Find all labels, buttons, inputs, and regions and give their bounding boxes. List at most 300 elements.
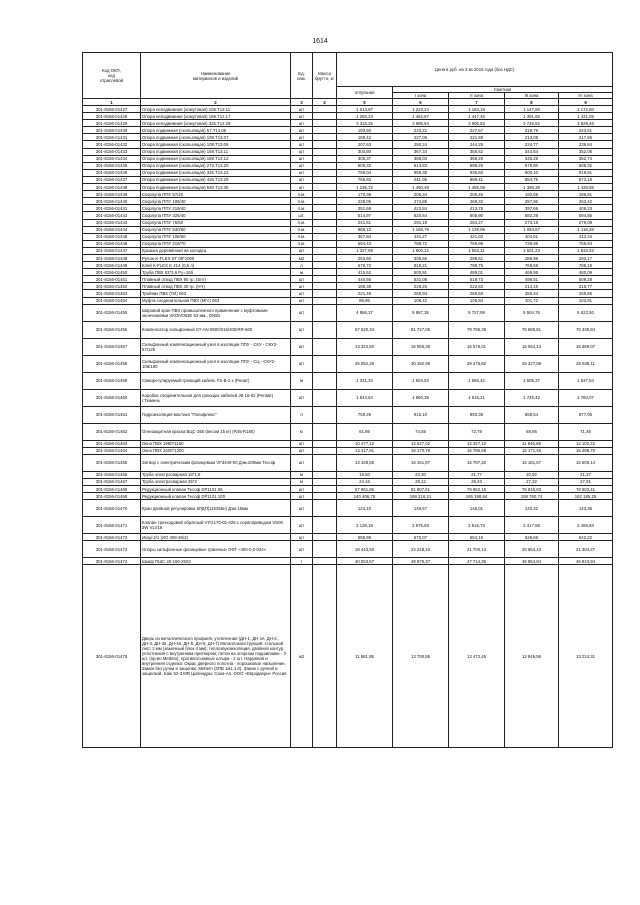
row-mass — [313, 565, 337, 748]
row-price: 47 714,36 — [449, 558, 505, 565]
row-price: 239,84 — [559, 141, 613, 148]
row-price: 1 501,23 — [505, 247, 559, 254]
row-price: 234,77 — [505, 141, 559, 148]
row-price: 28,43 — [449, 478, 505, 485]
row-price: 5 867,36 — [393, 304, 449, 321]
row-price: 4 866,37 — [337, 304, 393, 321]
row-price: 1 118,28 — [559, 226, 613, 233]
row-price: 819,21 — [393, 262, 449, 269]
row-code: 301-8156-01457 — [83, 338, 141, 355]
row-price: 27,91 — [559, 478, 613, 485]
row-price: 266,94 — [393, 290, 449, 297]
header-zone4: IV зона — [559, 93, 613, 99]
row-price: 575,90 — [505, 162, 559, 169]
row-price: 352,05 — [559, 148, 613, 155]
row-name: Клапан трехходовой обратный VYG170-01-025 с сервоприводом VS00 3W VLV16 — [141, 517, 291, 534]
row-code: 301-8156-01437 — [83, 176, 141, 183]
row-mass — [313, 134, 337, 141]
row-unit: шт — [291, 493, 313, 500]
row-name: Труба электросварная 18*1,8 — [141, 471, 291, 478]
row-code: 301-8156-01450 — [83, 269, 141, 276]
row-price: 140,32 — [505, 500, 559, 517]
row-price: 1 184,19 — [449, 106, 505, 113]
row-mass — [313, 127, 337, 134]
row-mass — [313, 205, 337, 212]
row-price: 5 727,99 — [449, 304, 505, 321]
row-price: 13 428,55 — [337, 454, 393, 471]
header-release: отпускная — [337, 87, 393, 99]
row-code: 301-8156-01456 — [83, 321, 141, 338]
row-price: 165 198,84 — [449, 493, 505, 500]
row-unit: шт — [291, 155, 313, 162]
row-price: 518,73 — [449, 276, 505, 283]
col-number: 8 — [505, 99, 559, 106]
row-price: 431,27 — [393, 233, 449, 240]
row-name: Опора подвижная (скользящая) 273.Т13.20 — [141, 162, 291, 169]
row-code: 301-8156-01473 — [83, 541, 141, 558]
row-price: 854,75 — [505, 176, 559, 183]
col-number: 7 — [449, 99, 505, 106]
row-name: Саморегулируемый греющий кабель FS-B-2 х (Ренат) — [141, 372, 291, 389]
row-price: 1 447,46 — [449, 113, 505, 120]
row-code: 301-8156-01453 — [83, 290, 141, 297]
table-row — [83, 205, 613, 212]
row-unit: шт — [291, 148, 313, 155]
table-row — [83, 423, 613, 440]
row-mass — [313, 198, 337, 205]
row-price: 919,51 — [559, 169, 613, 176]
row-price: 889,41 — [449, 176, 505, 183]
row-price: 286,98 — [505, 254, 559, 261]
row-unit: шт — [291, 141, 313, 148]
row-price: 81 727,05 — [393, 321, 449, 338]
row-name: Дверь из металлического профиля, утепленная (ДН-1, ДН-1я, ДН-2, ДН-3, ДН-3я, ДН-4я, ДН-5, ДН-6, ДН-7) Металлоконструкция: стальной лист 2 мм (замочный блок 4 мм); теплозвукоизоляция, двойной контур уплотнения с внутренним притвором; петли на опорном подшипнике - 3 шт. (пр-во Mettem); противосъемные штыри - 2 шт. Наружная и внутренняя отделка: Окрас дверного полотна - порошковое напыление. Замок без ручки и защелки: Mettem (ЗПВ 1м1.1.0). Замок с ручкой и защелкой: Kale 52-3 MR Цилиндры: Саха-Ап. ООО «Евродвери» Россия — [141, 565, 291, 748]
table-row — [83, 191, 613, 198]
table-row — [83, 389, 613, 406]
row-price: 1 147,65 — [505, 106, 559, 113]
row-unit: м2 — [291, 565, 313, 748]
row-price: 959,38 — [393, 169, 449, 176]
row-price: 1 172,60 — [559, 106, 613, 113]
row-name: Скорлупа ППУ 76/50 — [141, 219, 291, 226]
row-unit: шт — [291, 127, 313, 134]
row-mass — [313, 226, 337, 233]
row-price: 755,93 — [337, 176, 393, 183]
table-row — [83, 247, 613, 254]
row-price: 279,08 — [559, 219, 613, 226]
row-code: 301-8156-01433 — [83, 148, 141, 155]
row-mass — [313, 254, 337, 261]
row-name: Рулон K-FLEX ST 08*1000 — [141, 254, 291, 261]
row-price: 305,37 — [337, 155, 393, 162]
row-mass — [313, 500, 337, 517]
row-unit: л — [291, 406, 313, 423]
row-price: 13 472,45 — [449, 565, 505, 748]
row-price: 16 056,39 — [393, 338, 449, 355]
row-price: 291,19 — [393, 219, 449, 226]
table-row — [83, 219, 613, 226]
row-unit: шт — [291, 162, 313, 169]
row-code: 301-8156-01454 — [83, 297, 141, 304]
row-price: 1 604,53 — [393, 372, 449, 389]
row-price: 12 627,02 — [393, 440, 449, 447]
row-mass — [313, 106, 337, 113]
row-price: 900,10 — [505, 169, 559, 176]
table-row — [83, 162, 613, 169]
table-row — [83, 184, 613, 191]
row-name: Огнезащитная краска ВЦС-350 (весом 15 кг) (R45-R180) — [141, 423, 291, 440]
row-price: 273,19 — [505, 219, 559, 226]
row-unit: шт — [291, 541, 313, 558]
row-price: 498,51 — [505, 276, 559, 283]
row-price: 1 745,42 — [505, 389, 559, 406]
row-mass — [313, 423, 337, 440]
row-unit: шт — [291, 290, 313, 297]
row-price: 858,54 — [505, 406, 559, 423]
row-price: 654,15 — [449, 534, 505, 541]
row-name: Муфта соединительная ПВХ (MIV) 063 — [141, 297, 291, 304]
row-code: 301-8156-01430 — [83, 127, 141, 134]
row-mass — [313, 262, 337, 269]
row-code: 301-8156-01459 — [83, 372, 141, 389]
row-price: 769,98 — [449, 240, 505, 247]
row-price: 250,44 — [505, 290, 559, 297]
row-price: 48 875,37 — [393, 558, 449, 565]
row-price: 255,85 — [559, 290, 613, 297]
row-price: 213,05 — [505, 134, 559, 141]
page-number: 1614 — [312, 38, 328, 45]
row-mass — [313, 283, 337, 290]
row-price: 1 543,64 — [337, 389, 393, 406]
row-price: 274,85 — [393, 198, 449, 205]
table-row — [83, 141, 613, 148]
table-row — [83, 321, 613, 338]
row-price: 679,73 — [337, 262, 393, 269]
row-unit: п.м. — [291, 219, 313, 226]
row-price: 1 428,55 — [559, 184, 613, 191]
row-code: 301-8156-01464 — [83, 447, 141, 454]
row-mass — [313, 517, 337, 534]
row-mass — [313, 141, 337, 148]
row-price: 76 845,83 — [505, 486, 559, 493]
row-mass — [313, 219, 337, 226]
row-code: 301-8156-01431 — [83, 134, 141, 141]
row-price: 207,63 — [337, 141, 393, 148]
header-name: Наименование материалов и изделий — [141, 53, 291, 99]
table-row — [83, 447, 613, 454]
row-name: Кран двойной регулировки КРДП(116256н) Дзм.15мм — [141, 500, 291, 517]
header-zone3: III зона — [505, 93, 559, 99]
row-price: 221,69 — [449, 134, 505, 141]
row-price: 22,30 — [393, 471, 449, 478]
row-name: Шкаф ПШС 40-150-2502 — [141, 558, 291, 565]
row-price: 253,60 — [337, 254, 393, 261]
table-row — [83, 493, 613, 500]
col-number: 4 — [313, 99, 337, 106]
row-price: 29,12 — [393, 478, 449, 485]
table-row — [83, 155, 613, 162]
row-price: 3 748,62 — [505, 120, 559, 127]
row-price: 654,43 — [337, 240, 393, 247]
table-row — [83, 478, 613, 485]
row-name: Опора подвижная (скользящая) 57.Т13.05 — [141, 127, 291, 134]
row-mass — [313, 447, 337, 454]
row-mass — [313, 212, 337, 219]
row-mass — [313, 155, 337, 162]
row-price: 27,32 — [505, 478, 559, 485]
row-code: 301-8156-01438 — [83, 184, 141, 191]
row-unit: л — [291, 262, 313, 269]
row-price: 293,17 — [559, 254, 613, 261]
row-unit: м — [291, 471, 313, 478]
row-price: 440,66 — [337, 276, 393, 283]
row-price: 1 250,23 — [337, 113, 393, 120]
row-price: 755,94 — [559, 240, 613, 247]
row-price: 284,27 — [449, 219, 505, 226]
row-price: 78 503,41 — [559, 486, 613, 493]
table-row — [83, 120, 613, 127]
table-row — [83, 169, 613, 176]
row-price: 796,04 — [337, 169, 393, 176]
col-number: 2 — [141, 99, 291, 106]
col-number: 6 — [393, 99, 449, 106]
row-price: 500,91 — [393, 269, 449, 276]
row-price: 22 228,10 — [393, 541, 449, 558]
row-price: 257,86 — [505, 198, 559, 205]
row-price: 158 760,74 — [505, 493, 559, 500]
row-price: 620,64 — [393, 212, 449, 219]
row-price: 103,91 — [559, 297, 613, 304]
row-price: 227,67 — [449, 127, 505, 134]
row-unit: шт — [291, 247, 313, 254]
row-name: Тройник ПВХ (ТИ) 063 — [141, 290, 291, 297]
row-mass — [313, 169, 337, 176]
row-price: 21 304,27 — [559, 541, 613, 558]
row-price: 218,79 — [505, 127, 559, 134]
row-price: 79 795,39 — [449, 321, 505, 338]
row-code: 301-8156-01470 — [83, 500, 141, 517]
row-name: Опора неподвижная (хомутовая) 325.Т12.29 — [141, 120, 291, 127]
row-name: Скорлупа ППУ 108/40 — [141, 198, 291, 205]
row-code: 301-8156-01439 — [83, 191, 141, 198]
row-price: 169 218,21 — [393, 493, 449, 500]
row-price: 214,15 — [505, 283, 559, 290]
row-unit: шт — [291, 176, 313, 183]
row-price: 936,60 — [449, 169, 505, 176]
row-code: 301-8156-01463 — [83, 440, 141, 447]
row-name: Опора подвижная (скользящая) 159.Т13.12 — [141, 155, 291, 162]
row-price: 61,86 — [337, 423, 393, 440]
row-mass — [313, 355, 337, 372]
row-mass — [313, 372, 337, 389]
row-code: 301-8156-01440 — [83, 198, 141, 205]
row-mass — [313, 240, 337, 247]
row-name: Опора подвижная (скользящая) 108.Т13.08 — [141, 141, 291, 148]
row-price: 46 843,94 — [559, 558, 613, 565]
row-unit: шт — [291, 120, 313, 127]
row-price: 1 398,38 — [505, 184, 559, 191]
row-unit: шт. — [291, 212, 313, 219]
row-price: 413,78 — [449, 205, 505, 212]
row-code: 301-8156-01461 — [83, 406, 141, 423]
row-price: 344,64 — [505, 148, 559, 155]
row-price: 20 854,43 — [505, 541, 559, 558]
row-price: 509,32 — [337, 162, 393, 169]
row-price: 188,42 — [337, 134, 393, 141]
row-price: 1 600,12 — [393, 247, 449, 254]
table-row — [83, 454, 613, 471]
row-unit: шт — [291, 134, 313, 141]
row-code: 301-8156-01462 — [83, 423, 141, 440]
row-code: 301-8156-01460 — [83, 389, 141, 406]
row-code: 301-8156-01448 — [83, 254, 141, 261]
table-row — [83, 372, 613, 389]
row-mass — [313, 486, 337, 493]
row-price: 304,80 — [337, 148, 393, 155]
row-unit: п.м. — [291, 191, 313, 198]
row-price: 140 406,78 — [337, 493, 393, 500]
row-price: 260,60 — [449, 290, 505, 297]
row-code: 301-8156-01472 — [83, 534, 141, 541]
row-price: 3 995,54 — [393, 120, 449, 127]
row-price: 5 504,76 — [505, 304, 559, 321]
row-price: 2 417,68 — [505, 517, 559, 534]
row-code: 301-8156-01432 — [83, 141, 141, 148]
row-price: 5 623,50 — [559, 304, 613, 321]
row-price: 222,83 — [449, 283, 505, 290]
row-price: 968,12 — [337, 226, 393, 233]
row-price: 217,65 — [559, 134, 613, 141]
row-price: 149,57 — [393, 500, 449, 517]
row-unit: м — [291, 372, 313, 389]
row-code: 301-8156-01458 — [83, 355, 141, 372]
table-row — [83, 565, 613, 748]
row-code: 301-8156-01428 — [83, 113, 141, 120]
row-mass — [313, 247, 337, 254]
row-code: 301-8156-01445 — [83, 233, 141, 240]
row-price: 1 462,67 — [393, 113, 449, 120]
row-price: 10 477,12 — [337, 440, 393, 447]
row-price: 69,95 — [505, 423, 559, 440]
col-number: 3 — [291, 99, 313, 106]
row-price: 759,29 — [337, 406, 393, 423]
row-price: 170,38 — [337, 191, 393, 198]
table-row — [83, 269, 613, 276]
row-mass — [313, 440, 337, 447]
row-price: 30 192,98 — [393, 355, 449, 372]
row-mass — [313, 276, 337, 283]
row-price: 101,72 — [505, 297, 559, 304]
row-name: Опора подвижная (скользящая) 530.Т13.35 — [141, 184, 291, 191]
row-price: 12 102,22 — [559, 440, 613, 447]
row-mass — [313, 534, 337, 541]
row-price: 1 391,65 — [505, 113, 559, 120]
row-price: 357,84 — [337, 233, 393, 240]
table-row — [83, 500, 613, 517]
row-unit: шт — [291, 304, 313, 321]
row-unit: м — [291, 478, 313, 485]
row-price: 404,61 — [505, 233, 559, 240]
row-unit: шт — [291, 500, 313, 517]
row-mass — [313, 478, 337, 485]
table-row — [83, 304, 613, 321]
row-code: 301-8156-01468 — [83, 486, 141, 493]
table-row — [83, 276, 613, 283]
row-name: Скорлупа ППУ 57/40 — [141, 191, 291, 198]
row-price: 1 331,34 — [337, 372, 393, 389]
table-row — [83, 198, 613, 205]
row-name: Скорлупа ППУ 530/50 — [141, 226, 291, 233]
table-row — [83, 233, 613, 240]
row-price: 514,97 — [337, 212, 393, 219]
row-price: 480,09 — [559, 269, 613, 276]
row-mass — [313, 541, 337, 558]
row-price: 16 161,87 — [393, 454, 449, 471]
row-price: 1 421,05 — [559, 113, 613, 120]
row-unit: шт — [291, 447, 313, 454]
row-price: 1 816,21 — [449, 389, 505, 406]
row-price: 40 553,67 — [337, 558, 393, 565]
table-row — [83, 106, 613, 113]
row-price: 11 881,95 — [337, 565, 393, 748]
row-name: Коробка соединительная для греющих кабелей JB 16-02 (Pentair) г.Тюмень — [141, 389, 291, 406]
row-code: 301-8156-01441 — [83, 205, 141, 212]
row-price: 15 786,68 — [449, 447, 505, 454]
row-price: 221,49 — [337, 290, 393, 297]
table-row — [83, 283, 613, 290]
row-name: Затвор с электрическим фланцевым VF3449-00 Дзм.200мм Тесоф — [141, 454, 291, 471]
row-price: 11 846,69 — [505, 440, 559, 447]
row-price: 105,84 — [449, 297, 505, 304]
row-price: 228,05 — [337, 198, 393, 205]
table-row — [83, 471, 613, 478]
row-price: 305,66 — [393, 254, 449, 261]
row-price: 28 327,09 — [505, 355, 559, 372]
row-price: 72,78 — [449, 423, 505, 440]
row-price: 1 327,68 — [337, 247, 393, 254]
row-unit: м2 — [291, 254, 313, 261]
row-mass — [313, 321, 337, 338]
row-price: 16 170,78 — [393, 447, 449, 454]
row-price: 352,74 — [559, 155, 613, 162]
row-price: 2 138,18 — [337, 517, 393, 534]
row-price: 12 946,56 — [505, 565, 559, 748]
row-price: 345,29 — [505, 155, 559, 162]
row-price: 28 938,11 — [559, 355, 613, 372]
header-code: Код ОКП, код отраслевой — [83, 53, 141, 99]
row-price: 1 139,06 — [449, 226, 505, 233]
row-price: 89,96 — [337, 297, 393, 304]
row-price: 3 829,46 — [559, 120, 613, 127]
table-row — [83, 355, 613, 372]
header-unit: Ед. изм. — [291, 53, 313, 99]
row-unit: шт — [291, 321, 313, 338]
row-price: 3 315,25 — [337, 120, 393, 127]
row-price: 45 854,84 — [505, 558, 559, 565]
row-name: Скорлупа ППУ 325/40 — [141, 212, 291, 219]
row-code: 301-8156-01436 — [83, 169, 141, 176]
row-price: 13 700,55 — [393, 565, 449, 748]
row-price: 670,07 — [393, 534, 449, 541]
row-unit: п.м. — [291, 198, 313, 205]
table-row — [83, 212, 613, 219]
row-price: 233,21 — [393, 127, 449, 134]
row-name: Скорлупа ППУ 219/40 — [141, 205, 291, 212]
row-unit: шт — [291, 534, 313, 541]
row-code: 301-8156-01474 — [83, 558, 141, 565]
row-price: 358,62 — [449, 148, 505, 155]
row-code: 301-8156-01444 — [83, 226, 141, 233]
